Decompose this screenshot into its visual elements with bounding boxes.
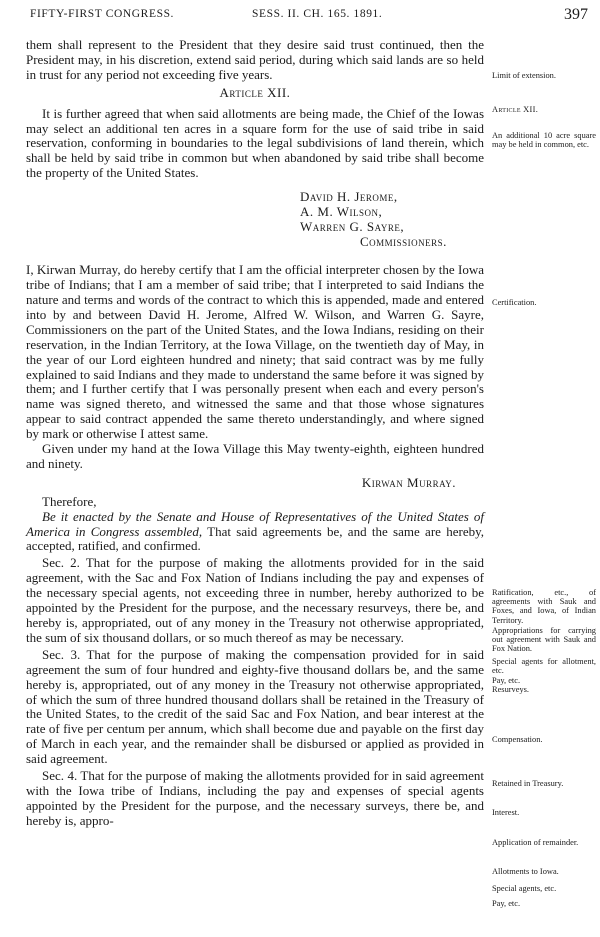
margin-note-article-xii: Article XII. xyxy=(492,105,539,114)
enacting-formula: Be it enacted by the Senate and House of Representatives of the United States of America in Congress assembled, xyxy=(26,508,484,539)
page-number: 397 xyxy=(564,6,588,23)
header-congress: FIFTY-FIRST CONGRESS. xyxy=(30,8,175,20)
margin-note-interest: Interest. xyxy=(492,808,520,817)
commissioner-signatures xyxy=(300,189,484,249)
section-4: Sec. 4. That for the purpose of making the allotments provided for in said agreement with the Iowa tribe of Indians, including the pay and expenses of special agents appointed by the President for the purpose, and the necessary surveys, there be, and hereby is, appro- xyxy=(26,768,484,828)
margin-note-pay-iowa: Pay, etc. xyxy=(492,899,521,908)
certification-paragraph: I, Kirwan Murray, do hereby certify that I am the official interpreter chosen by the Iowa tribe of Indians; that I am a member of said tribe; that I interpreted to said Indians the nature and terms and words of the contract to which this is appended, made and entered into by and between David H. Jerome, Alfred W. Wilson, and Warren G. Sayre, Commissioners on the part of the United States, and the Iowa Indians, residing on their reservation, in the Indian Territory, at the Iowa Village, on the twentieth day of May, in the year of our Lord eighteen hundred and ninety; that said contract was by me fully explained to said Indians and they made to understand the same before it was signed by them; and I further certify that I was personally present when each and every person's name was signed thereto, and witnessed the same and that those whose signatures appear to said contract appended the same thereto understandingly, and where signed by mark or otherwise I attest same. xyxy=(26,262,484,442)
enacting-rest: That said agreements be, and the same are hereby, accepted, ratified, and confirmed. xyxy=(26,523,485,554)
header-session-chapter: SESS. II. CH. 165. 1891. xyxy=(252,8,383,20)
article-xii-paragraph: It is further agreed that when said allotments are being made, the Chief of the Iowas may select an additional ten acres in a square form for the use of said tribe in said reservation, conforming in boundaries to the legal subdivisions of land therein, which shall be held by said tribe in common but when abandoned by said tribe shall become the property of the United States. xyxy=(26,105,484,181)
margin-note-pay: Pay, etc. xyxy=(492,676,521,685)
margin-note-certification: Certification. xyxy=(492,298,537,307)
margin-note-appropriations: Appropriations for carrying out agreement with Sauk and Fox Nation. xyxy=(492,626,596,654)
margin-note-special-agents: Special agents for allotment, etc. xyxy=(492,657,596,676)
section-3: Sec. 3. That for the purpose of making the compensation provided for in said agreement the sum of four hundred and eighty-five thousand dollars be, and the same hereby is, appropriated, out of any money in the Treasury not otherwise appropriated, of which the sum of three hundred thousand dollars shall be retained in the Treasury of the United States, to the credit of the said Sac and Fox Nation, and bear interest at the rate of five per centum per annum, which shall become due and payable on the first day of March in each year, and the remainder shall be disbursed or applied as provided in said agreement. xyxy=(26,646,484,767)
margin-note-ratification: Ratification, etc., of agreements with Sauk and Foxes, and Iowa, of Indian Territory. xyxy=(492,588,596,625)
margin-note-retained: Retained in Treasury. xyxy=(492,779,564,788)
signature-title: Commissioners. xyxy=(360,234,447,250)
interpreter-signature: Kirwan Murray. xyxy=(361,474,456,490)
signature-wilson: A. M. Wilson, xyxy=(300,204,383,220)
signature-jerome: David H. Jerome, xyxy=(300,189,398,205)
margin-note-limit-extension: Limit of extension. xyxy=(492,71,556,80)
margin-note-allotments-iowa: Allotments to Iowa. xyxy=(492,867,559,876)
margin-note-special-agents-iowa: Special agents, etc. xyxy=(492,884,557,893)
running-header xyxy=(22,8,588,26)
enacting-clause xyxy=(26,510,484,555)
therefore-line: Therefore, xyxy=(42,493,97,509)
signature-sayre: Warren G. Sayre, xyxy=(300,219,405,235)
margin-note-additional-acres: An additional 10 acre square may be held in common, etc. xyxy=(492,131,596,150)
given-paragraph: Given under my hand at the Iowa Village this May twenty-eighth, eighteen hundred and ninety. xyxy=(26,441,484,471)
continued-paragraph: them shall represent to the President that they desire said trust continued, then the President may, in his discretion, extend said period, during which said lands are so held in trust for any period not exceeding five years. xyxy=(26,37,484,82)
margin-note-application: Application of remainder. xyxy=(492,838,579,847)
section-2: Sec. 2. That for the purpose of making the allotments provided for in the said agreement, with the Sac and Fox Nation of Indians including the pay and expenses of the necessary special agents, not exceeding three in number, hereby authorized to be appointed by the President for the purpose, and the necessary resurveys, there be, and hereby is, appropriated, out of any money in the Treasury not otherwise appropriated, the sum of six thousand dollars, or so much thereof as may be necessary. xyxy=(26,555,484,645)
margin-note-resurveys: Resurveys. xyxy=(492,685,529,694)
article-heading: Article XII. xyxy=(219,84,291,100)
main-text xyxy=(26,38,484,829)
margin-note-compensation: Compensation. xyxy=(492,735,543,744)
